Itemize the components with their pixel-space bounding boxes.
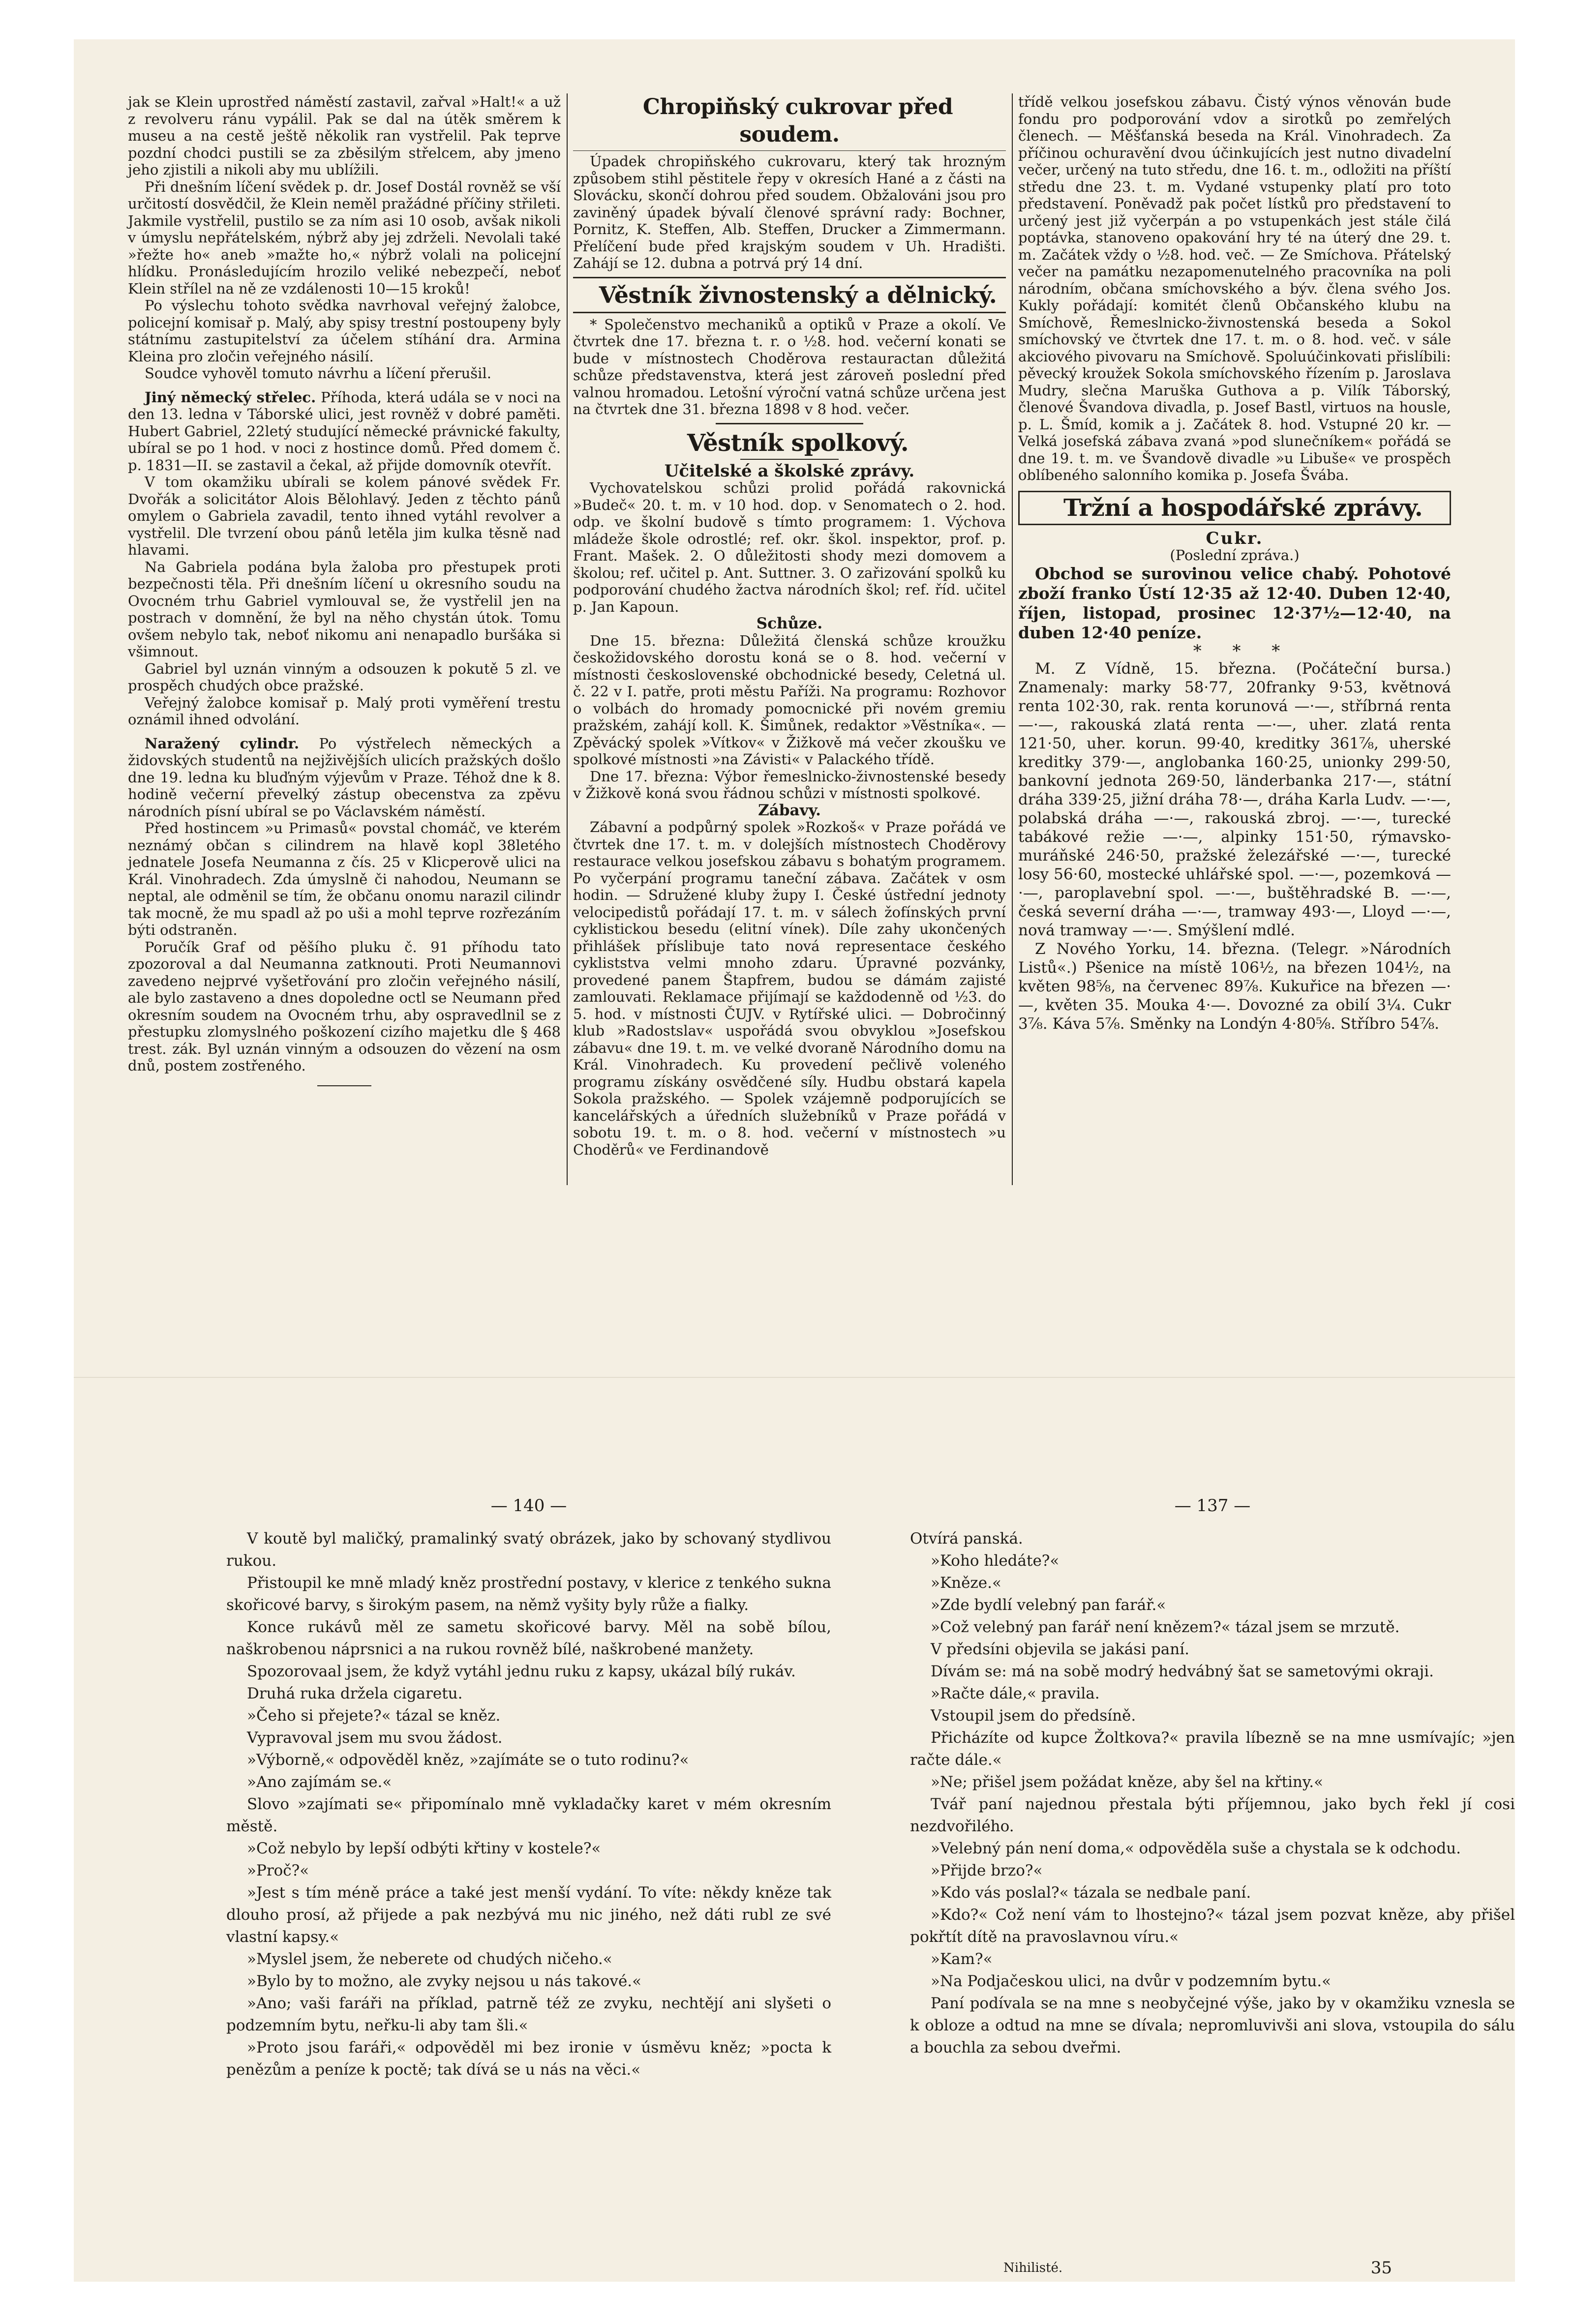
article-paragraph [128, 389, 561, 474]
market-report: Obchod se surovinou velice chabý. Pohotové zboží franko Ústí 12·35 až 12·40. Duben 12·40, říjen, listopad, prosinec 12·37½—12·40, na duben 12·40 peníze. [1018, 564, 1451, 642]
article-text: Před hostincem »u Primasů« povstal chomáč, ve kterém neznámý občan s cilindrem na hlavě kopl 38letého jednatele Josefa Neumanna z čís. 25 v Klicperově ulici na Král. Vinohradech. Zda úmyslně či nahodou, Neumann se neptal, ale odměnil se tím, že občanu onomu narazil cilindr tak mocně, že mu spadl až po uši a mohl teprve rozřezáním býti odstraněn. [128, 820, 561, 938]
book-text: »Ano; vaši faráři na příklad, patrně též ze zvyku, nechtějí ani slyšeti o podzemním bytu, neřku-li aby tam šli.« [226, 1995, 831, 2034]
page-fold [74, 1377, 1515, 1378]
book-text: Vstoupil jsem do předsíně. [931, 1707, 1136, 1725]
article-text: Po výslechu tohoto svědka navrhoval veřejný žalobce, policejní komisař p. Malý, aby spisy trestní postoupeny byly státnímu zastupitelství za účelem stíhání dra. Armina Kleina pro zločin veřejného násilí. [128, 297, 561, 365]
book-text: »Kněze.« [931, 1574, 1001, 1592]
article-text: Dne 15. března: Důležitá členská schůze kroužku českožidovského dorostu koná se o 8. hod. večerní v místnosti československé obchodnické besedy, Celetná ul. č. 22 v I. patře, proti městu Paříži. Na programu: Rozhovor o volbách do hromady pomocnické při novém gremiu pražském, zahájí koll. K. Šimůnek, redaktor »Věstníka«. — Zpěvácký spolek »Vítkov« v Žižkově má večer zkoušku ve spolkové místnosti »na Závisti« v Palackého třídě. [573, 632, 1006, 768]
scanned-sheet [74, 39, 1515, 2282]
book-text: »Kdo vás poslal?« tázala se nedbale paní. [931, 1884, 1251, 1902]
book-text: »Na Podjačeskou ulici, na dvůr v podzemním bytu.« [931, 1972, 1332, 1990]
book-text: Přicházíte od kupce Žoltkova?« pravila líbezně se na mne usmívajíc; »jen račte dále.« [910, 1729, 1515, 1769]
book-text: »Kdo?« Což není vám to lhostejno?« tázal jsem pozvat kněze, aby přišel pokřtít dítě na pravoslavnou víru.« [910, 1906, 1515, 1946]
article-heading: Jiný německý střelec. [145, 388, 316, 406]
column-divider [1012, 93, 1013, 1185]
book-text: Slovo »zajímati se« připomínalo mně vykladačky karet v mém okresním městě. [226, 1795, 831, 1835]
book-text: »Což velebný pan farář není knězem?« tázal jsem se mrzutě. [931, 1618, 1400, 1636]
rule [573, 312, 1006, 313]
section-heading: Věstník živnostenský a dělnický. [599, 281, 997, 308]
book-text: »Proto jsou faráři,« odpověděl mi bez ironie v úsměvu kněz; »pocta k penězům a peníze k poctě; tak dívá se u nás na věci.« [226, 2039, 831, 2079]
article-text: Veřejný žalobce komisař p. Malý proti vyměření trestu oznámil ihned odvolání. [128, 694, 561, 728]
book-text: Otvírá panská. [910, 1530, 1023, 1548]
page-number: — 140 — [490, 1496, 567, 1516]
book-text: »Bylo by to možno, ale zvyky nejsou u nás takové.« [247, 1972, 642, 1990]
section-heading: Tržní a hospodářské zprávy. [1063, 494, 1423, 522]
article-text: Vychovatelskou schůzi prolid pořádá rakovnická »Budeč« 20. t. m. v 10 hod. dop. v Senomatech o 2. hod. odp. ve školní budově s tímto programem: 1. Výchova mládeže škole odrostlé; ref. okr. škol. inspektor, prof. p. Frant. Mašek. 2. O důležitosti shody mezi domovem a školou; ref. učitel p. Ant. Suttner. 3. O zařizování spolků ku podporování chudého žactva národních škol; ref. říd. učitel p. Jan Kapoun. [573, 479, 1006, 615]
article-text: Soudce vyhověl tomuto návrhu a líčení přerušil. [145, 365, 491, 382]
book-text: »Čeho si přejete?« tázal se kněz. [247, 1707, 501, 1725]
book-text: »Kam?« [931, 1950, 993, 1968]
book-text: Přistoupil ke mně mladý kněz prostřední postavy, v klerice z tenkého sukna skořicové barvy, s širokým pasem, na němž vyšity byly růže a fialky. [226, 1574, 831, 1614]
book-text: Druhá ruka držela cigaretu. [247, 1685, 463, 1702]
rule [573, 277, 1006, 278]
article-heading: Naražený cylindr. [145, 735, 300, 752]
article-text: Na Gabriela podána byla žaloba pro přestupek proti bezpečnosti těla. Při dnešním líčení u okresního soudu na Ovocném trhu Gabriel vymlouval se, že vystřelil jen na postrach v domnění, že byl na něho chystán útok. Tomu ovšem nebylo tak, neboť nikomu ani nenapadlo buršáka si všimnout. [128, 558, 561, 660]
book-text: »Velebný pán není doma,« odpověděla suše a chystala se k odchodu. [931, 1840, 1461, 1857]
market-report: Z Nového Yorku, 14. března. (Telegr. »Národních Listů«.) Pšenice na místě 106½, na březen 104½, na květen 98⅝, na červenec 89⅞. Kukuřice na březen —·—, květen 35. Mouka 4·—. Dovozné za obilí 3¼. Cukr 3⅞. Káva 5⅞. Směnky na Londýn 4·80⅝. Stříbro 54⅞. [1018, 940, 1451, 1033]
book-text: »Zde bydlí velebný pan farář.« [931, 1596, 1166, 1614]
book-text: »Přijde brzo?« [931, 1862, 1043, 1879]
section-heading-box [1018, 491, 1451, 525]
rule [740, 459, 839, 460]
sheet-number: 35 [1370, 2258, 1392, 2278]
book-text: »Jest s tím méně práce a také jest menší vydání. To víte: někdy kněze tak dlouho prosí, až přijede a pak nezbývá mu nic jiného, než dáti rubl ze své vlastní kapsy.« [226, 1884, 831, 1946]
book-text: »Ano zajímám se.« [247, 1773, 392, 1791]
book-text: »Což nebylo by lepší odbýti křtiny v kostele?« [247, 1840, 601, 1857]
rule [716, 423, 863, 424]
book-text: »Myslel jsem, že neberete od chudých ničeho.« [247, 1950, 612, 1968]
article-text: Poručík Graf od pěšího pluku č. 91 příhodu tato zpozoroval a dal Neumanna zatknouti. Proti Neumannovi zavedeno nejprvé vyšetřování pro zločin veřejného násilí, ale bylo zastaveno a dnes dopoledne octl se Neumann před okresním soudem na Ovocném trhu, aby ospravedlnil se z přestupku zlomyslného poškození cizího majetku dle § 468 trest. zák. Byl uznán vinným a odsouzen do vězení na osm dnů, postem zostřeného. [128, 938, 561, 1074]
book-text: »Račte dále,« pravila. [931, 1685, 1100, 1702]
newspaper-column-1 [128, 93, 561, 1086]
section-heading: Věstník spolkový. [687, 429, 909, 457]
page-number: — 137 — [1174, 1496, 1251, 1516]
column-divider [567, 93, 568, 1185]
book-text: Tvář paní najednou přestala býti příjemnou, jako bych řekl jí cosi nezdvořilého. [910, 1795, 1515, 1835]
book-text: Vypravoval jsem mu svou žádost. [247, 1729, 503, 1747]
article-paragraph [128, 735, 561, 820]
newspaper-column-2 [573, 93, 1006, 1158]
book-text: V koutě byl maličký, pramalinký svatý obrázek, jako by schovaný stydlivou rukou. [226, 1530, 831, 1570]
subsection-subheading: (Poslední zpráva.) [1170, 547, 1300, 564]
subsection-heading: Schůze. [756, 615, 823, 632]
article-text: * Společenstvo mechaniků a optiků v Praze a okolí. Ve čtvrtek dne 17. března t. r. o ½8. hod. večerní konati se bude v místnostech Choděrova restauractan důležitá schůze představenstva, která jest zároveň poslední před valnou hromadou. Letošní výroční vatná schůze určena jest na čtvrtek dne 31. března 1898 v 8 hod. večer. [573, 316, 1006, 417]
market-report: M. Z Vídně, 15. března. (Počáteční bursa.) Znamenaly: marky 58·77, 20franky 9·53, květnová renta 102·30, rak. renta korunová —·—, stříbrná renta —·—, rakouská zlatá renta —·—, uher. zlatá renta 121·50, uher. korun. 99·40, kreditky 361⅞, uherské kreditky 379·—, anglobanka 160·25, unionky 299·50, bankovní jednota 269·50, länderbanka 217·—, státní dráha 339·25, jižní dráha 78·—, dráha Karla Ludv. —·—, polabská dráha —·—, rakouská zbroj. —·—, turecké tabákové režie —·—, alpinky 151·50, rýmavsko-muráňské 246·50, pražské železářské —·—, turecké losy 56·60, mostecké uhlářské spol. —·—, pozemková —·—, paroplavební spol. —·—, buštěhradské B. —·—, česká severní dráha —·—, tramway 493·—, Lloyd —·—, nová tramway —·—. Smýšlení mdlé. [1018, 660, 1451, 939]
rule [573, 150, 1006, 151]
article-text: Úpadek chropiňského cukrovaru, který tak hrozným způsobem stihl pěstitele řepy v okresích Hané a z části na Slovácku, skončí dohrou před soudem. Obžalováni jsou pro zaviněný úpadek bývalí členové správní rady: Bochner, Pornitz, K. Steffen, Alb. Steffen, Drucker a Zimmermann. Přelíčení bude před krajským soudem v Uh. Hradišti. Zahájí se 12. dubna a potrvá prý 14 dní. [573, 153, 1006, 271]
newspaper-column-3 [1018, 93, 1451, 1033]
book-page-right [910, 1495, 1515, 2278]
article-text: V tom okamžiku ubírali se kolem pánové svědek Fr. Dvořák a solicitátor Alois Bělohlavý. Jeden z těchto pánů omylem o Gabriela zavadil, tento ihned vytáhl revolver a vystřelil. Dle tvrzení obou pánů letěla jim kulka těsně nad hlavami. [128, 474, 561, 558]
book-text: Konce rukávů měl ze sametu skořicové barvy. Měl na sobě bílou, naškrobenou náprsnici a na rukou rovněž bílé, naškrobené manžety. [226, 1618, 831, 1658]
end-rule [317, 1085, 371, 1086]
book-text: Spozorovaal jsem, že když vytáhl jednu ruku z kapsy, ukázal bílý rukáv. [247, 1663, 796, 1680]
article-text: Příhoda, která udála se v noci na den 13. ledna v Táborské ulici, jest rovněž v dobré paměti. Hubert Gabriel, 22letý studující německé právnické fakulty, ubíral se po 1 hod. v noci z hostince domů. Před domem č. p. 1831—II. se zastavil a čekal, až přijde domovník otevřít. [128, 388, 561, 474]
book-text: »Ne; přišel jsem požádat kněze, aby šel na křtiny.« [931, 1773, 1324, 1791]
article-text: jak se Klein uprostřed náměstí zastavil, zařval »Halt!« a už z revolveru ránu vypálil. Pak se dal na útěk směrem k museu a na cestě ještě několik ran vystřelil. Pak teprve pozdní chodci pustili se za zběsilým střelcem, aby jmeno jeho zjistili a nikoli aby mu ublížili. [128, 93, 561, 178]
article-text: třídě velkou josefskou zábavu. Čistý výnos věnován bude fondu pro podporování vdov a sirotků po zemřelých členech. — Měšťanská beseda na Král. Vinohradech. Za příčinou ochuravění dvou účinkujících jest nutno divadelní večer, určený na tuto středu, dne 16. t. m., odložiti na příští středu dne 23. t. m. Vydané vstupenky platí pro toto představení. Poněvadž pak počet lístků pro představení to určený jest již vyčerpán a po vstupenkách jest stále čilá poptávka, stanoveno opakování hry té na úterý dne 29. t. m. Začátek vždy o ½8. hod. več. — Ze Smíchova. Přátelský večer na památku nezapomenutelného pracovníka na poli národním, občana smíchovského a býv. člena svého Jos. Kukly pořádají: komitét členů Občanského klubu na Smíchově, Řemeslnicko-živnostenská beseda a Sokol smíchovský ve čtvrtek dne 17. t. m. o 8. hod. več. v sále akciového pivovaru na Smíchově. Spoluúčinkovati přislíbili: pěvecký kroužek Sokola smíchovského řízením p. Jaroslava Mudry, slečna Maruška Guthova a p. Vilík Táborský, členové Švandova divadla, p. Josef Bastl, virtuos na housle, p. L. Šmíd, komik a j. Začátek 8. hod. Vstupné 20 kr. — Velká josefská zábava zvaná »pod slunečníkem« pořádá se dne 19. t. m. ve Švandově divadle »u Libuše« ve prospěch oblíbeného salonního komika p. Josefa Švába. [1018, 93, 1451, 483]
article-text: Při dnešním líčení svědek p. dr. Josef Dostál rovněž se vší určitostí dosvědčil, že Klein neměl pražádné příčiny střileti. Jakmile vystřelil, pustilo se za ním asi 10 osob, avšak nikoli v úmyslu nepřátelském, nýbrž aby jej zdrželi. Nevolali také »řežte ho« aneb »mažte ho,« nýbrž volali na policejní hlídku. Pronásledujícím hrozilo veliké nebezpečí, neboť Klein střílel na ně ze vzdálenosti 10—15 kroků! [128, 178, 561, 297]
subsection-heading: Cukr. [1206, 528, 1264, 548]
book-text: V předsíni objevila se jakási paní. [931, 1640, 1190, 1658]
book-text: Dívám se: má na sobě modrý hedvábný šat se sametovými okraji. [931, 1663, 1434, 1680]
newspaper-page [128, 93, 1476, 1308]
book-page-left [226, 1495, 831, 2272]
section-heading: Chropiňský cukrovar před soudem. [642, 94, 953, 147]
book-text: »Koho hledáte?« [931, 1552, 1060, 1570]
article-text: Dne 17. března: Výbor řemeslnicko-živnostenské besedy v Žižkově koná svou řádnou schůzi v místnosti spolkové. [573, 768, 1006, 802]
book-text: »Výborně,« odpověděl kněz, »zajímáte se o tuto rodinu?« [247, 1751, 689, 1769]
book-text: »Proč?« [247, 1862, 309, 1879]
article-text: Gabriel byl uznán vinným a odsouzen k pokutě 5 zl. ve prospěch chudých obce pražské. [128, 660, 561, 694]
article-text: Po výstřelech německých a židovských studentů na nejživějších ulicích pražských došlo dne 19. ledna ku bluďným výjevům v Praze. Téhož dne k 8. hodině večerní převelký zástup obecenstva za zpěvu národních písní ubíral se po Václavském náměstí. [128, 735, 561, 820]
signature-mark: Nihilisté. [1003, 2261, 1063, 2275]
book-text: Paní podívala se na mne s neobyčejné výše, jako by v okamžiku vznesla se k obloze a odtud na mne se dívala; nepromluvivši ani slova, vstoupila do sálu a bouchla za sebou dveřmi. [910, 1995, 1515, 2056]
article-text: Zábavní a podpůrný spolek »Rozkoš« v Praze pořádá ve čtvrtek dne 17. t. m. v dolejších místnostech Choděrovy restaurace velkou josefskou zábavu s bohatým programem. Po vyčerpání programu taneční zábava. Začátek v osm hodin. — Sdružené kluby župy I. České ústřední jednoty velocipedistů pořádají 17. t. m. v sálech žofínských první cyklistickou besedu (elitní vínek). Díle zahy ukončených přihlášek příslibuje tato nová representace českého cykliststva velmi mnoho zdaru. Úpravné pozvánky, provedené panem Štapfrem, budou se dámám zajisté zamlouvati. Reklamace přijímají se každodenně od ½3. do 5. hod. v místnosti ČUJV. v Rytířské ulici. — Dobročinný klub »Radostslav« uspořádá svou obvyklou »Josefskou zábavu« dne 19. t. m. ve velké dvoraně Národního domu na Král. Vinohradech. Ku provedení pečlivě voleného programu získány osvědčené síly. Hudbu obstará kapela Sokola pražského. — Spolek vzájemně podporujících se kancelářských a úředních služebníků v Praze pořádá v sobotu 19. t. m. o 8. hod. večerní v místnostech »u Choděrů« ve Ferdinandově [573, 819, 1006, 1158]
subsection-heading: Učitelské a školské zprávy. [664, 461, 915, 481]
separator-stars: * * * [1193, 641, 1293, 661]
subsection-heading: Zábavy. [758, 801, 821, 819]
